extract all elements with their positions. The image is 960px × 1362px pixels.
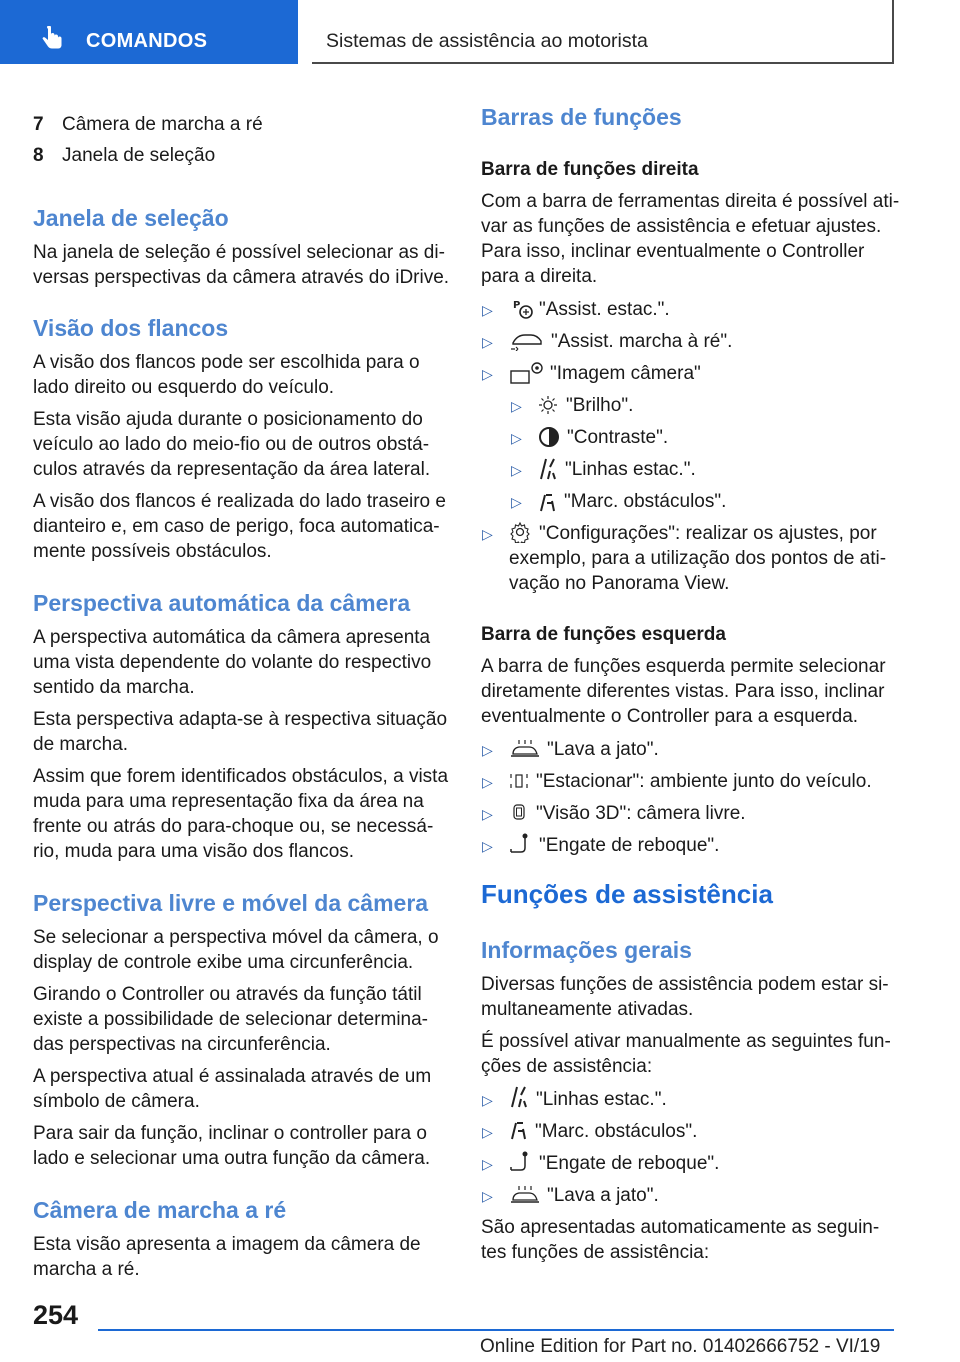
list-item-text: "Assist. marcha à ré". [551, 331, 733, 352]
paragraph-line: É possível ativar manualmente as seguintes fun- [481, 1031, 891, 1052]
list-item-text: "Engate de reboque". [539, 835, 720, 856]
paragraph-line: display de controle exibe uma circunferência. [33, 952, 414, 973]
bullet-triangle-icon: ▷ [482, 302, 493, 318]
paragraph-line: versas perspectivas da câmera através do iDrive. [33, 267, 450, 288]
svg-text:P: P [513, 300, 521, 311]
list-item-text: "Brilho". [566, 395, 634, 416]
bullet-triangle-icon: ▷ [482, 366, 493, 382]
paragraph-line: Se selecionar a perspectiva móvel da câmera, o [33, 927, 439, 948]
obstacle-marking-icon [509, 1117, 529, 1141]
subheading-barra-esquerda: Barra de funções esquerda [481, 624, 726, 645]
trailer-hitch-icon [509, 1150, 533, 1174]
paragraph-line: frente ou atrás do para-choque ou, se necessá- [33, 816, 434, 837]
paragraph-line: lado e selecionar uma outra função da câmera. [33, 1148, 431, 1169]
heading-visao-flancos: Visão dos flancos [33, 315, 229, 341]
heading-informacoes-gerais: Informações gerais [481, 937, 692, 963]
bullet-triangle-icon: ▷ [511, 398, 522, 414]
edition-footer: Online Edition for Part no. 01402666752 - VI/19 [480, 1336, 881, 1357]
bullet-triangle-icon: ▷ [482, 1188, 493, 1204]
heading-perspectiva-automatica: Perspectiva automática da câmera [33, 590, 411, 616]
heading-janela-selecao: Janela de seleção [33, 205, 229, 231]
paragraph-line: de marcha. [33, 734, 129, 755]
park-assist-icon [512, 298, 534, 320]
parking-surroundings-icon [509, 770, 529, 792]
paragraph-line: A visão dos flancos é realizada do lado traseiro e [33, 491, 446, 512]
legend-text: Câmera de marcha a ré [62, 114, 263, 135]
paragraph-line: veículo ao lado do meio-fio ou de outros obstá- [33, 434, 430, 455]
list-item-text: "Linhas estac.". [536, 1089, 667, 1110]
paragraph-line: das perspectivas na circunferência. [33, 1034, 331, 1055]
paragraph-line: eventualmente o Controller para a esquerda. [481, 706, 859, 727]
bullet-triangle-icon: ▷ [482, 774, 493, 790]
paragraph-line: mente possíveis obstáculos. [33, 541, 272, 562]
bullet-triangle-icon: ▷ [482, 806, 493, 822]
paragraph-line: São apresentadas automaticamente as seguin- [481, 1217, 880, 1238]
bullet-triangle-icon: ▷ [482, 838, 493, 854]
paragraph-line: multaneamente ativadas. [481, 999, 694, 1020]
paragraph-line: símbolo de câmera. [33, 1091, 200, 1112]
paragraph-line: Com a barra de ferramentas direita é possível ati- [481, 191, 900, 212]
list-item-text: vação no Panorama View. [509, 573, 730, 594]
heading-perspectiva-livre: Perspectiva livre e móvel da câmera [33, 890, 429, 916]
paragraph-line: Girando o Controller ou através da função tátil [33, 984, 422, 1005]
legend-text: Janela de seleção [62, 145, 216, 166]
subheading-barra-direita: Barra de funções direita [481, 159, 699, 180]
bullet-triangle-icon: ▷ [482, 1156, 493, 1172]
paragraph-line: culos através da representação da área lateral. [33, 459, 431, 480]
paragraph-line: sentido da marcha. [33, 677, 195, 698]
paragraph-line: Esta visão apresenta a imagem da câmera de [33, 1234, 421, 1255]
list-item-text: "Marc. obstáculos". [564, 491, 727, 512]
brightness-icon [538, 395, 558, 415]
paragraph-line: existe a possibilidade de selecionar determina- [33, 1009, 429, 1030]
heading-funcoes-assistencia: Funções de assistência [481, 879, 773, 909]
bullet-triangle-icon: ▷ [482, 1124, 493, 1140]
list-item-text: "Visão 3D": câmera livre. [536, 803, 746, 824]
bullet-triangle-icon: ▷ [511, 430, 522, 446]
car-wash-icon [509, 1184, 541, 1204]
list-item-text: "Lava a jato". [547, 1185, 659, 1206]
parking-lines-icon [509, 1085, 529, 1109]
paragraph-line: muda para uma representação fixa da área na [33, 791, 424, 812]
section-label: COMANDOS [86, 30, 208, 52]
bullet-triangle-icon: ▷ [482, 1092, 493, 1108]
settings-gear-icon [509, 521, 531, 543]
paragraph-line: ções de assistência: [481, 1056, 653, 1077]
bullet-triangle-icon: ▷ [482, 526, 493, 542]
page-header [0, 0, 960, 66]
bullet-triangle-icon: ▷ [482, 742, 493, 758]
paragraph-line: para a direita. [481, 266, 598, 287]
legend-number: 8 [33, 145, 44, 166]
list-item-text: "Imagem câmera" [550, 363, 701, 384]
parking-lines-icon [538, 457, 558, 481]
paragraph-line: A barra de funções esquerda permite selecionar [481, 656, 886, 677]
bullet-triangle-icon: ▷ [482, 334, 493, 350]
section-tab-comandos [0, 0, 298, 64]
heading-barras-funcoes: Barras de funções [481, 104, 682, 130]
footer-divider [98, 1329, 894, 1331]
obstacle-marking-icon [538, 489, 558, 513]
paragraph-line: rio, muda para uma visão dos flancos. [33, 841, 355, 862]
reverse-assist-icon [509, 331, 545, 351]
list-item-text: "Linhas estac.". [565, 459, 696, 480]
hand-pointer-icon [40, 26, 66, 57]
legend-number: 7 [33, 114, 44, 135]
paragraph-line: Diversas funções de assistência podem estar si- [481, 974, 889, 995]
heading-camera-marcha-re: Câmera de marcha a ré [33, 1197, 287, 1223]
chapter-title-box [312, 0, 894, 64]
list-item-text: "Lava a jato". [547, 739, 659, 760]
bullet-triangle-icon: ▷ [511, 494, 522, 510]
paragraph-line: Assim que forem identificados obstáculos, a vista [33, 766, 449, 787]
paragraph-line: Esta perspectiva adapta-se à respectiva situação [33, 709, 448, 730]
list-item-text: exemplo, para a utilização dos pontos de ati- [509, 548, 887, 569]
paragraph-line: A perspectiva automática da câmera apresenta [33, 627, 431, 648]
paragraph-line: Na janela de seleção é possível selecionar as di- [33, 242, 445, 263]
trailer-hitch-icon [509, 832, 533, 856]
list-item-text: "Assist. estac.". [539, 299, 670, 320]
paragraph-line: A visão dos flancos pode ser escolhida para o [33, 352, 420, 373]
camera-image-icon [509, 360, 545, 384]
paragraph-line: Para isso, inclinar eventualmente o Controller [481, 241, 865, 262]
list-item-text: "Contraste". [567, 427, 669, 448]
paragraph-line: lado direito ou esquerdo do veículo. [33, 377, 335, 398]
car-wash-icon [509, 738, 541, 758]
paragraph-line: diretamente diferentes vistas. Para isso, inclinar [481, 681, 885, 702]
chapter-title: Sistemas de assistência ao motorista [326, 30, 648, 52]
list-item-text: "Estacionar": ambiente junto do veículo. [536, 771, 872, 792]
paragraph-line: tes funções de assistência: [481, 1242, 710, 1263]
paragraph-line: dianteiro e, em caso de perigo, foca automatica- [33, 516, 440, 537]
paragraph-line: uma vista dependente do volante do respectivo [33, 652, 432, 673]
bullet-triangle-icon: ▷ [511, 462, 522, 478]
view-3d-icon [509, 801, 529, 823]
list-item-text: "Configurações": realizar os ajustes, por [539, 523, 877, 544]
list-item-text: "Marc. obstáculos". [535, 1121, 698, 1142]
page-number: 254 [33, 1300, 79, 1330]
paragraph-line: Esta visão ajuda durante o posicionamento do [33, 409, 423, 430]
paragraph-line: Para sair da função, inclinar o controller para o [33, 1123, 427, 1144]
paragraph-line: var as funções de assistência e efetuar ajustes. [481, 216, 882, 237]
paragraph-line: A perspectiva atual é assinalada através de um [33, 1066, 432, 1087]
contrast-icon [538, 426, 560, 448]
list-item-text: "Engate de reboque". [539, 1153, 720, 1174]
paragraph-line: marcha a ré. [33, 1259, 140, 1280]
